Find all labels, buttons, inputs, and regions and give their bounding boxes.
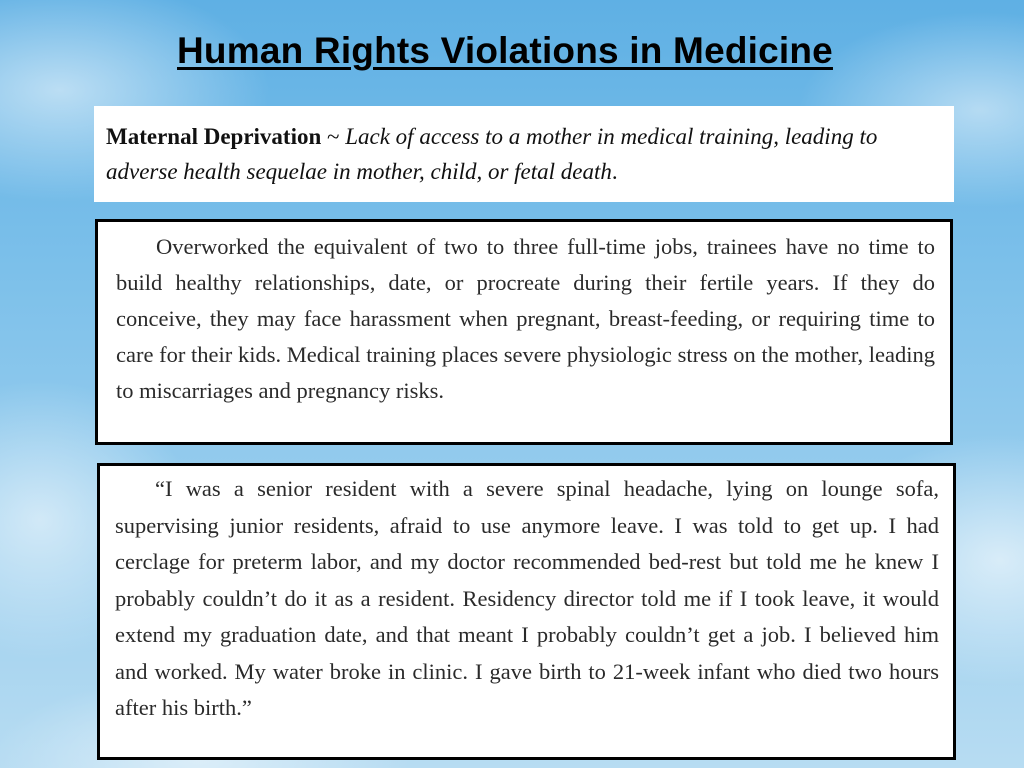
- quote-box: [97, 463, 956, 760]
- excerpt-box: [95, 219, 953, 445]
- definition-term: Maternal Deprivation: [106, 124, 322, 149]
- excerpt-text: Overworked the equivalent of two to three full-time jobs, trainees have no time to build healthy relationships, date, or procreate during their fertile years. If they do conceive, they may face harassment when pregnant, breast-feeding, or requiring time to care for their kids. Medical training places severe physiologic stress on the mother, leading to miscarriages and pregnancy risks.: [116, 234, 935, 403]
- slide-title: Human Rights Violations in Medicine: [177, 30, 833, 71]
- definition-text: Lack of access to a mother in medical training, leading to adverse health sequelae in mother, child, or fetal death: [106, 124, 878, 184]
- definition-separator: ~: [321, 124, 346, 149]
- definition-period: .: [611, 159, 618, 184]
- definition-box: [94, 106, 954, 202]
- quote-text: “I was a senior resident with a severe spinal headache, lying on lounge sofa, supervising junior residents, afraid to use anymore leave. I was told to get up. I had cerclage for preterm labor, and my doctor recommended bed-rest but told me he knew I probably couldn’t do it as a resident. Residency director told me if I took leave, it would extend my graduation date, and that meant I probably couldn’t get a job. I believed him and worked. My water broke in clinic. I gave birth to 21-week infant who died two hours after his birth.”: [115, 476, 939, 720]
